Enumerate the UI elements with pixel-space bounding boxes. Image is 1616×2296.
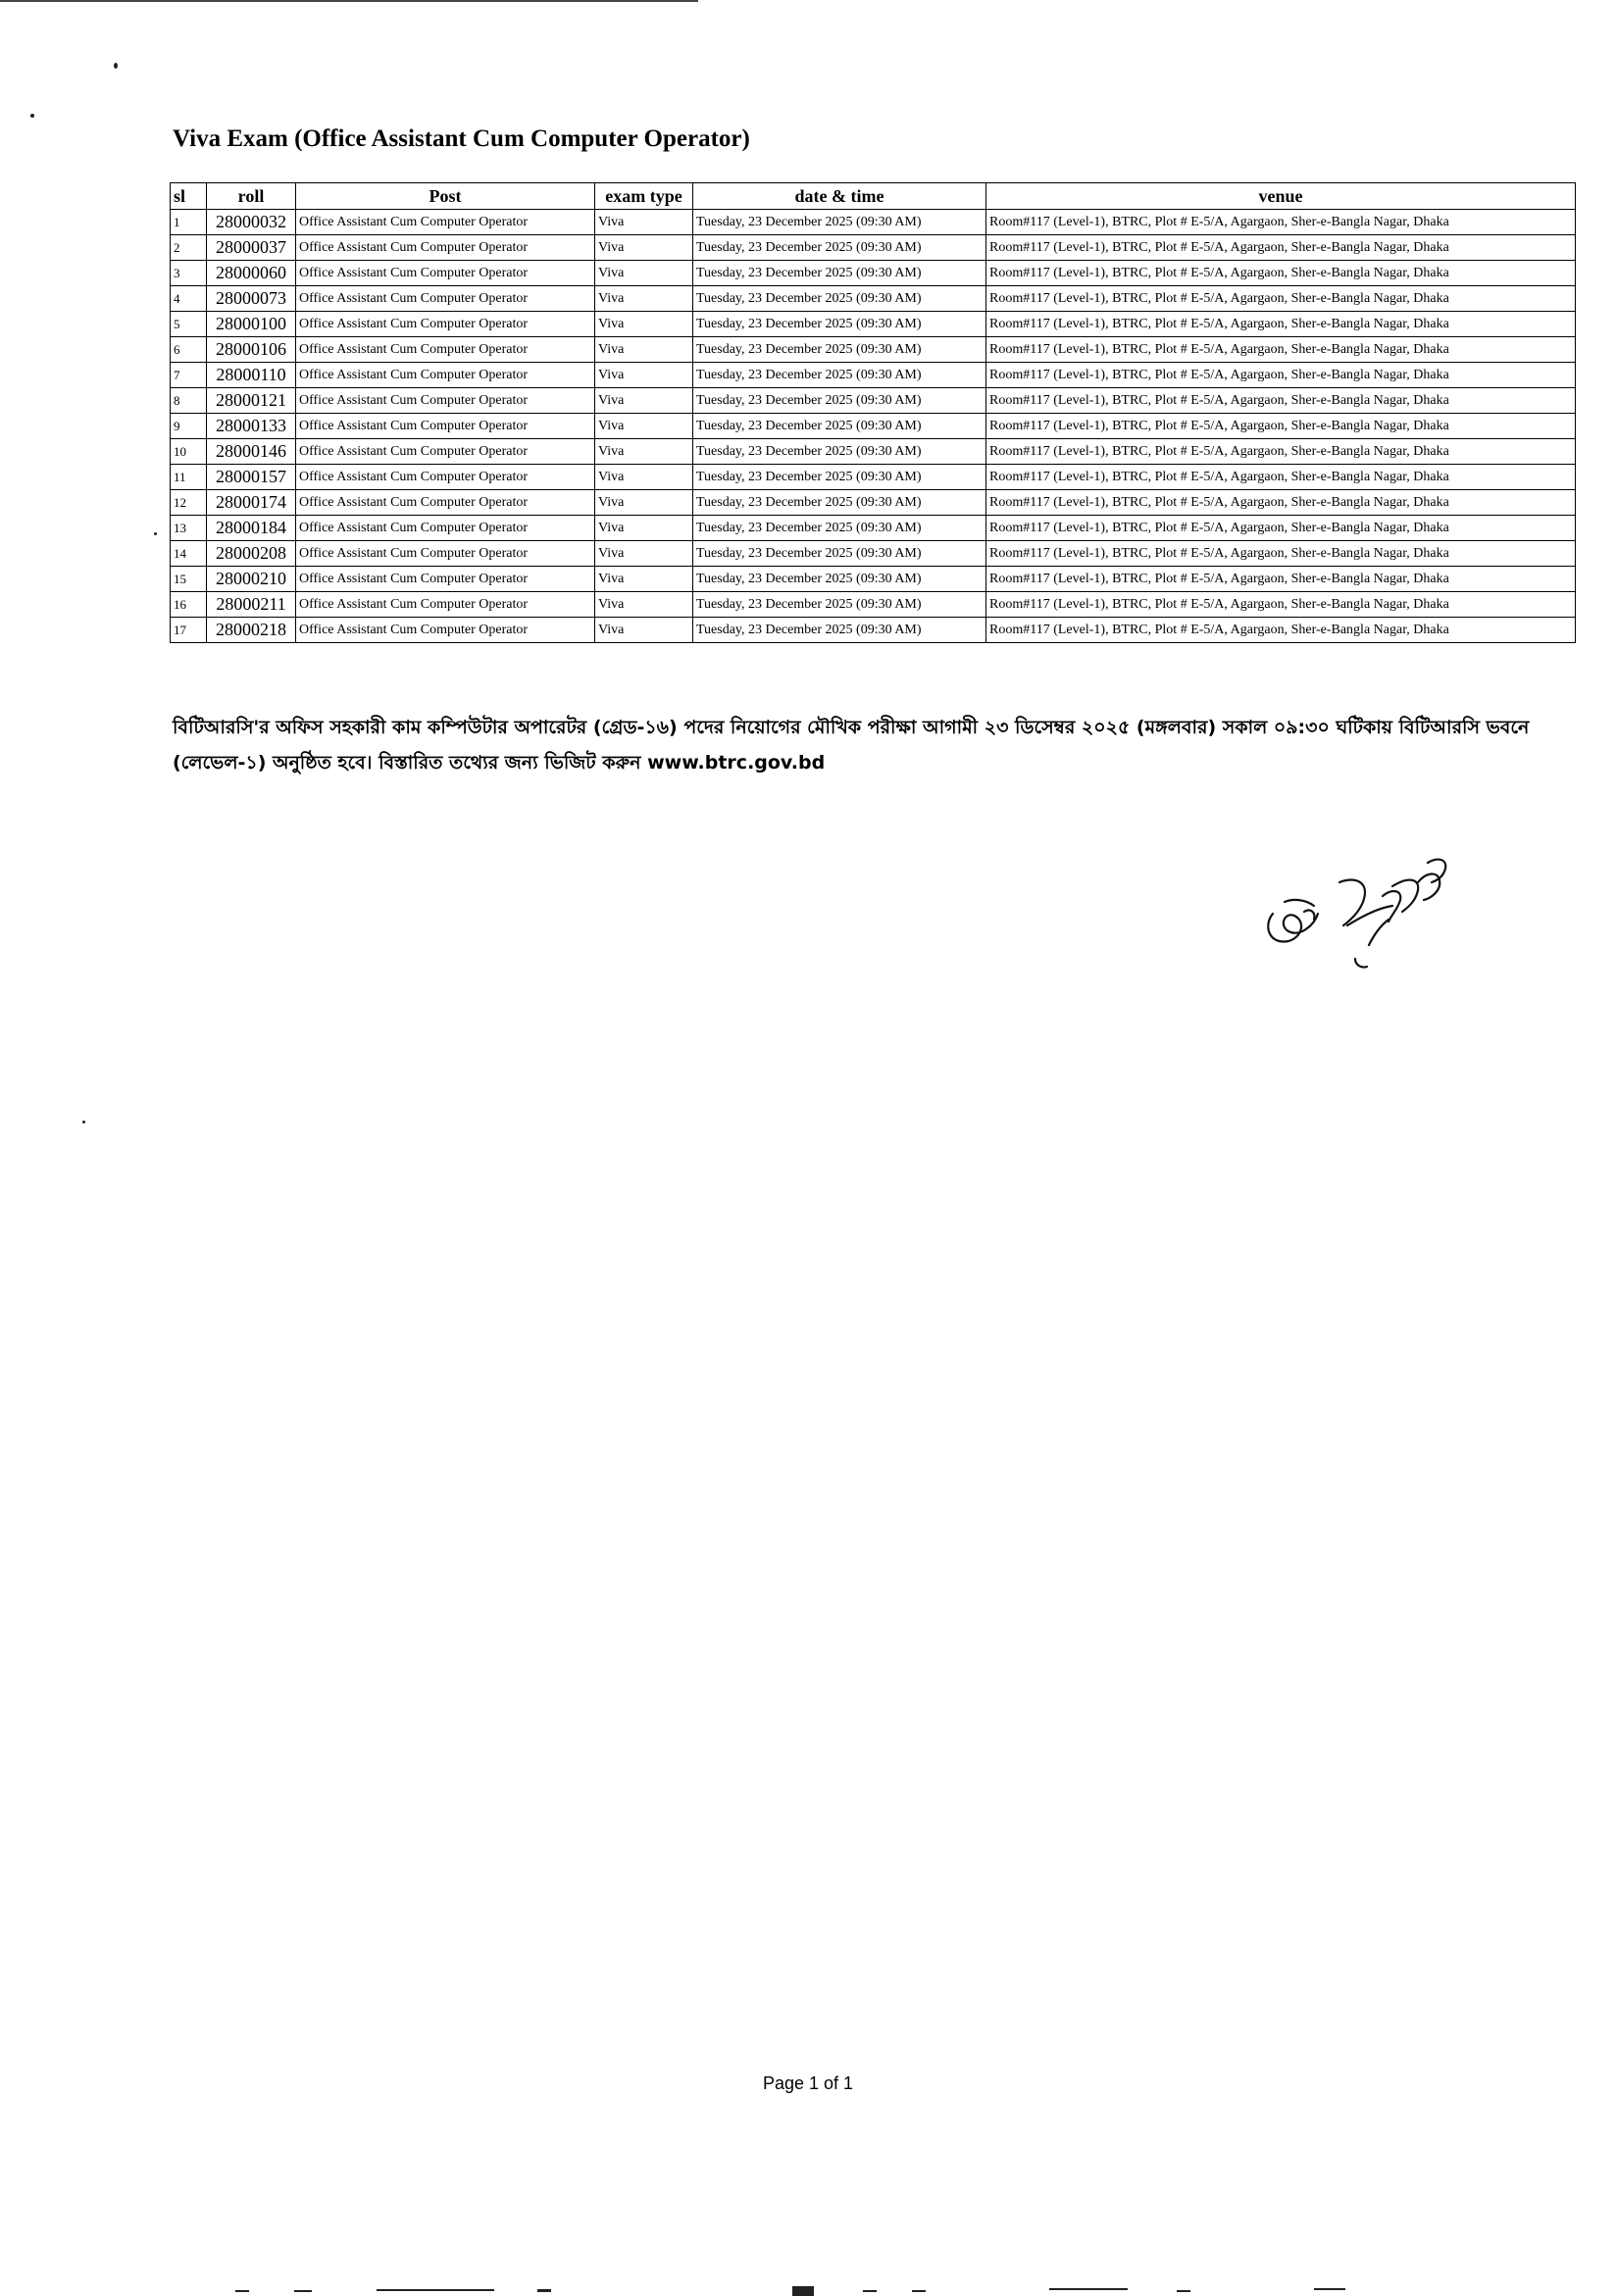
cell-exam-type: Viva xyxy=(595,388,693,414)
cell-date-time: Tuesday, 23 December 2025 (09:30 AM) xyxy=(693,210,986,235)
table-row xyxy=(171,210,1576,235)
table-row xyxy=(171,235,1576,261)
signature-icon xyxy=(1245,843,1481,990)
cell-exam-type: Viva xyxy=(595,439,693,465)
table-row xyxy=(171,516,1576,541)
cell-exam-type: Viva xyxy=(595,465,693,490)
cell-exam-type: Viva xyxy=(595,516,693,541)
cell-post: Office Assistant Cum Computer Operator xyxy=(296,337,595,363)
cell-sl: 11 xyxy=(171,465,207,490)
cell-post: Office Assistant Cum Computer Operator xyxy=(296,235,595,261)
cell-roll: 28000106 xyxy=(207,337,296,363)
cell-roll: 28000174 xyxy=(207,490,296,516)
cell-roll: 28000037 xyxy=(207,235,296,261)
cell-post: Office Assistant Cum Computer Operator xyxy=(296,363,595,388)
cell-exam-type: Viva xyxy=(595,286,693,312)
cell-sl: 4 xyxy=(171,286,207,312)
cell-venue: Room#117 (Level-1), BTRC, Plot # E-5/A, Agargaon, Sher-e-Bangla Nagar, Dhaka xyxy=(986,490,1576,516)
cell-post: Office Assistant Cum Computer Operator xyxy=(296,286,595,312)
table-row xyxy=(171,439,1576,465)
cell-sl: 2 xyxy=(171,235,207,261)
cell-roll: 28000032 xyxy=(207,210,296,235)
cell-post: Office Assistant Cum Computer Operator xyxy=(296,490,595,516)
column-header-date-time: date & time xyxy=(693,183,986,210)
cell-sl: 14 xyxy=(171,541,207,567)
cell-sl: 3 xyxy=(171,261,207,286)
cell-sl: 8 xyxy=(171,388,207,414)
cell-venue: Room#117 (Level-1), BTRC, Plot # E-5/A, Agargaon, Sher-e-Bangla Nagar, Dhaka xyxy=(986,541,1576,567)
cell-sl: 13 xyxy=(171,516,207,541)
table-row xyxy=(171,261,1576,286)
column-header-venue: venue xyxy=(986,183,1576,210)
table-body xyxy=(171,210,1576,643)
cell-post: Office Assistant Cum Computer Operator xyxy=(296,210,595,235)
column-header-post: Post xyxy=(296,183,595,210)
page-number: Page 1 of 1 xyxy=(762,2073,854,2093)
table-row xyxy=(171,337,1576,363)
cell-date-time: Tuesday, 23 December 2025 (09:30 AM) xyxy=(693,541,986,567)
bangla-notice-text: বিটিআরসি'র অফিস সহকারী কাম কম্পিউটার অপারেটর (গ্রেড-১৬) পদের নিয়োগের মৌখিক পরীক্ষা আগামী ২৩ ডিসেম্বর ২০২৫ (মঙ্গলবার) সকাল ০৯:৩০ ঘটিকায় বিটিআরসি ভবনে (লেভেল-১) অনুষ্ঠিত হবে। বিস্তারিত তথ্যের জন্য ভিজিট করুন www.btrc.gov.bd xyxy=(173,717,1530,774)
viva-schedule-table xyxy=(170,182,1576,643)
cell-roll: 28000100 xyxy=(207,312,296,337)
cell-venue: Room#117 (Level-1), BTRC, Plot # E-5/A, Agargaon, Sher-e-Bangla Nagar, Dhaka xyxy=(986,235,1576,261)
table-row xyxy=(171,465,1576,490)
cell-date-time: Tuesday, 23 December 2025 (09:30 AM) xyxy=(693,414,986,439)
cell-sl: 15 xyxy=(171,567,207,592)
cell-roll: 28000133 xyxy=(207,414,296,439)
cell-post: Office Assistant Cum Computer Operator xyxy=(296,439,595,465)
cell-date-time: Tuesday, 23 December 2025 (09:30 AM) xyxy=(693,567,986,592)
table-row xyxy=(171,490,1576,516)
cell-roll: 28000146 xyxy=(207,439,296,465)
cell-date-time: Tuesday, 23 December 2025 (09:30 AM) xyxy=(693,465,986,490)
cell-venue: Room#117 (Level-1), BTRC, Plot # E-5/A, Agargaon, Sher-e-Bangla Nagar, Dhaka xyxy=(986,388,1576,414)
cell-exam-type: Viva xyxy=(595,210,693,235)
cell-date-time: Tuesday, 23 December 2025 (09:30 AM) xyxy=(693,261,986,286)
table-row xyxy=(171,312,1576,337)
cell-roll: 28000157 xyxy=(207,465,296,490)
cell-exam-type: Viva xyxy=(595,363,693,388)
cell-venue: Room#117 (Level-1), BTRC, Plot # E-5/A, Agargaon, Sher-e-Bangla Nagar, Dhaka xyxy=(986,567,1576,592)
cell-post: Office Assistant Cum Computer Operator xyxy=(296,261,595,286)
cell-post: Office Assistant Cum Computer Operator xyxy=(296,388,595,414)
cell-venue: Room#117 (Level-1), BTRC, Plot # E-5/A, Agargaon, Sher-e-Bangla Nagar, Dhaka xyxy=(986,592,1576,618)
cell-date-time: Tuesday, 23 December 2025 (09:30 AM) xyxy=(693,235,986,261)
table-row xyxy=(171,286,1576,312)
cell-date-time: Tuesday, 23 December 2025 (09:30 AM) xyxy=(693,312,986,337)
cell-date-time: Tuesday, 23 December 2025 (09:30 AM) xyxy=(693,286,986,312)
scan-speck xyxy=(154,532,157,535)
table-row xyxy=(171,592,1576,618)
cell-post: Office Assistant Cum Computer Operator xyxy=(296,541,595,567)
cell-roll: 28000060 xyxy=(207,261,296,286)
cell-venue: Room#117 (Level-1), BTRC, Plot # E-5/A, Agargaon, Sher-e-Bangla Nagar, Dhaka xyxy=(986,337,1576,363)
column-header-exam-type: exam type xyxy=(595,183,693,210)
scan-bottom-marks xyxy=(0,2282,1616,2296)
cell-date-time: Tuesday, 23 December 2025 (09:30 AM) xyxy=(693,363,986,388)
cell-date-time: Tuesday, 23 December 2025 (09:30 AM) xyxy=(693,337,986,363)
cell-post: Office Assistant Cum Computer Operator xyxy=(296,312,595,337)
cell-sl: 10 xyxy=(171,439,207,465)
table-row xyxy=(171,541,1576,567)
cell-venue: Room#117 (Level-1), BTRC, Plot # E-5/A, Agargaon, Sher-e-Bangla Nagar, Dhaka xyxy=(986,465,1576,490)
cell-date-time: Tuesday, 23 December 2025 (09:30 AM) xyxy=(693,592,986,618)
cell-sl: 16 xyxy=(171,592,207,618)
cell-venue: Room#117 (Level-1), BTRC, Plot # E-5/A, Agargaon, Sher-e-Bangla Nagar, Dhaka xyxy=(986,516,1576,541)
table-row xyxy=(171,363,1576,388)
cell-venue: Room#117 (Level-1), BTRC, Plot # E-5/A, Agargaon, Sher-e-Bangla Nagar, Dhaka xyxy=(986,286,1576,312)
page-title: Viva Exam (Office Assistant Cum Computer Operator) xyxy=(173,125,750,152)
cell-venue: Room#117 (Level-1), BTRC, Plot # E-5/A, Agargaon, Sher-e-Bangla Nagar, Dhaka xyxy=(986,414,1576,439)
scan-speck xyxy=(114,63,118,69)
cell-exam-type: Viva xyxy=(595,541,693,567)
table-row xyxy=(171,388,1576,414)
cell-post: Office Assistant Cum Computer Operator xyxy=(296,592,595,618)
cell-sl: 12 xyxy=(171,490,207,516)
cell-roll: 28000210 xyxy=(207,567,296,592)
cell-exam-type: Viva xyxy=(595,414,693,439)
cell-sl: 5 xyxy=(171,312,207,337)
table-row xyxy=(171,414,1576,439)
cell-date-time: Tuesday, 23 December 2025 (09:30 AM) xyxy=(693,490,986,516)
cell-roll: 28000208 xyxy=(207,541,296,567)
cell-post: Office Assistant Cum Computer Operator xyxy=(296,567,595,592)
scan-speck xyxy=(30,114,34,118)
cell-roll: 28000121 xyxy=(207,388,296,414)
cell-sl: 7 xyxy=(171,363,207,388)
cell-exam-type: Viva xyxy=(595,618,693,643)
cell-post: Office Assistant Cum Computer Operator xyxy=(296,465,595,490)
cell-exam-type: Viva xyxy=(595,337,693,363)
cell-date-time: Tuesday, 23 December 2025 (09:30 AM) xyxy=(693,388,986,414)
cell-date-time: Tuesday, 23 December 2025 (09:30 AM) xyxy=(693,516,986,541)
cell-roll: 28000073 xyxy=(207,286,296,312)
cell-sl: 6 xyxy=(171,337,207,363)
cell-venue: Room#117 (Level-1), BTRC, Plot # E-5/A, Agargaon, Sher-e-Bangla Nagar, Dhaka xyxy=(986,439,1576,465)
scan-speck xyxy=(82,1121,85,1123)
cell-sl: 9 xyxy=(171,414,207,439)
cell-sl: 17 xyxy=(171,618,207,643)
scan-top-rule xyxy=(0,0,698,2)
cell-date-time: Tuesday, 23 December 2025 (09:30 AM) xyxy=(693,439,986,465)
column-header-roll: roll xyxy=(207,183,296,210)
cell-roll: 28000211 xyxy=(207,592,296,618)
cell-roll: 28000218 xyxy=(207,618,296,643)
cell-exam-type: Viva xyxy=(595,312,693,337)
cell-exam-type: Viva xyxy=(595,235,693,261)
cell-sl: 1 xyxy=(171,210,207,235)
cell-venue: Room#117 (Level-1), BTRC, Plot # E-5/A, Agargaon, Sher-e-Bangla Nagar, Dhaka xyxy=(986,312,1576,337)
cell-venue: Room#117 (Level-1), BTRC, Plot # E-5/A, Agargaon, Sher-e-Bangla Nagar, Dhaka xyxy=(986,210,1576,235)
cell-post: Office Assistant Cum Computer Operator xyxy=(296,618,595,643)
cell-venue: Room#117 (Level-1), BTRC, Plot # E-5/A, Agargaon, Sher-e-Bangla Nagar, Dhaka xyxy=(986,261,1576,286)
cell-exam-type: Viva xyxy=(595,567,693,592)
cell-exam-type: Viva xyxy=(595,490,693,516)
cell-date-time: Tuesday, 23 December 2025 (09:30 AM) xyxy=(693,618,986,643)
cell-post: Office Assistant Cum Computer Operator xyxy=(296,516,595,541)
cell-exam-type: Viva xyxy=(595,261,693,286)
cell-roll: 28000110 xyxy=(207,363,296,388)
table-row xyxy=(171,567,1576,592)
cell-venue: Room#117 (Level-1), BTRC, Plot # E-5/A, Agargaon, Sher-e-Bangla Nagar, Dhaka xyxy=(986,618,1576,643)
cell-exam-type: Viva xyxy=(595,592,693,618)
table-header-row xyxy=(171,183,1576,210)
cell-post: Office Assistant Cum Computer Operator xyxy=(296,414,595,439)
column-header-sl: sl xyxy=(171,183,207,210)
cell-roll: 28000184 xyxy=(207,516,296,541)
table-row xyxy=(171,618,1576,643)
cell-venue: Room#117 (Level-1), BTRC, Plot # E-5/A, Agargaon, Sher-e-Bangla Nagar, Dhaka xyxy=(986,363,1576,388)
